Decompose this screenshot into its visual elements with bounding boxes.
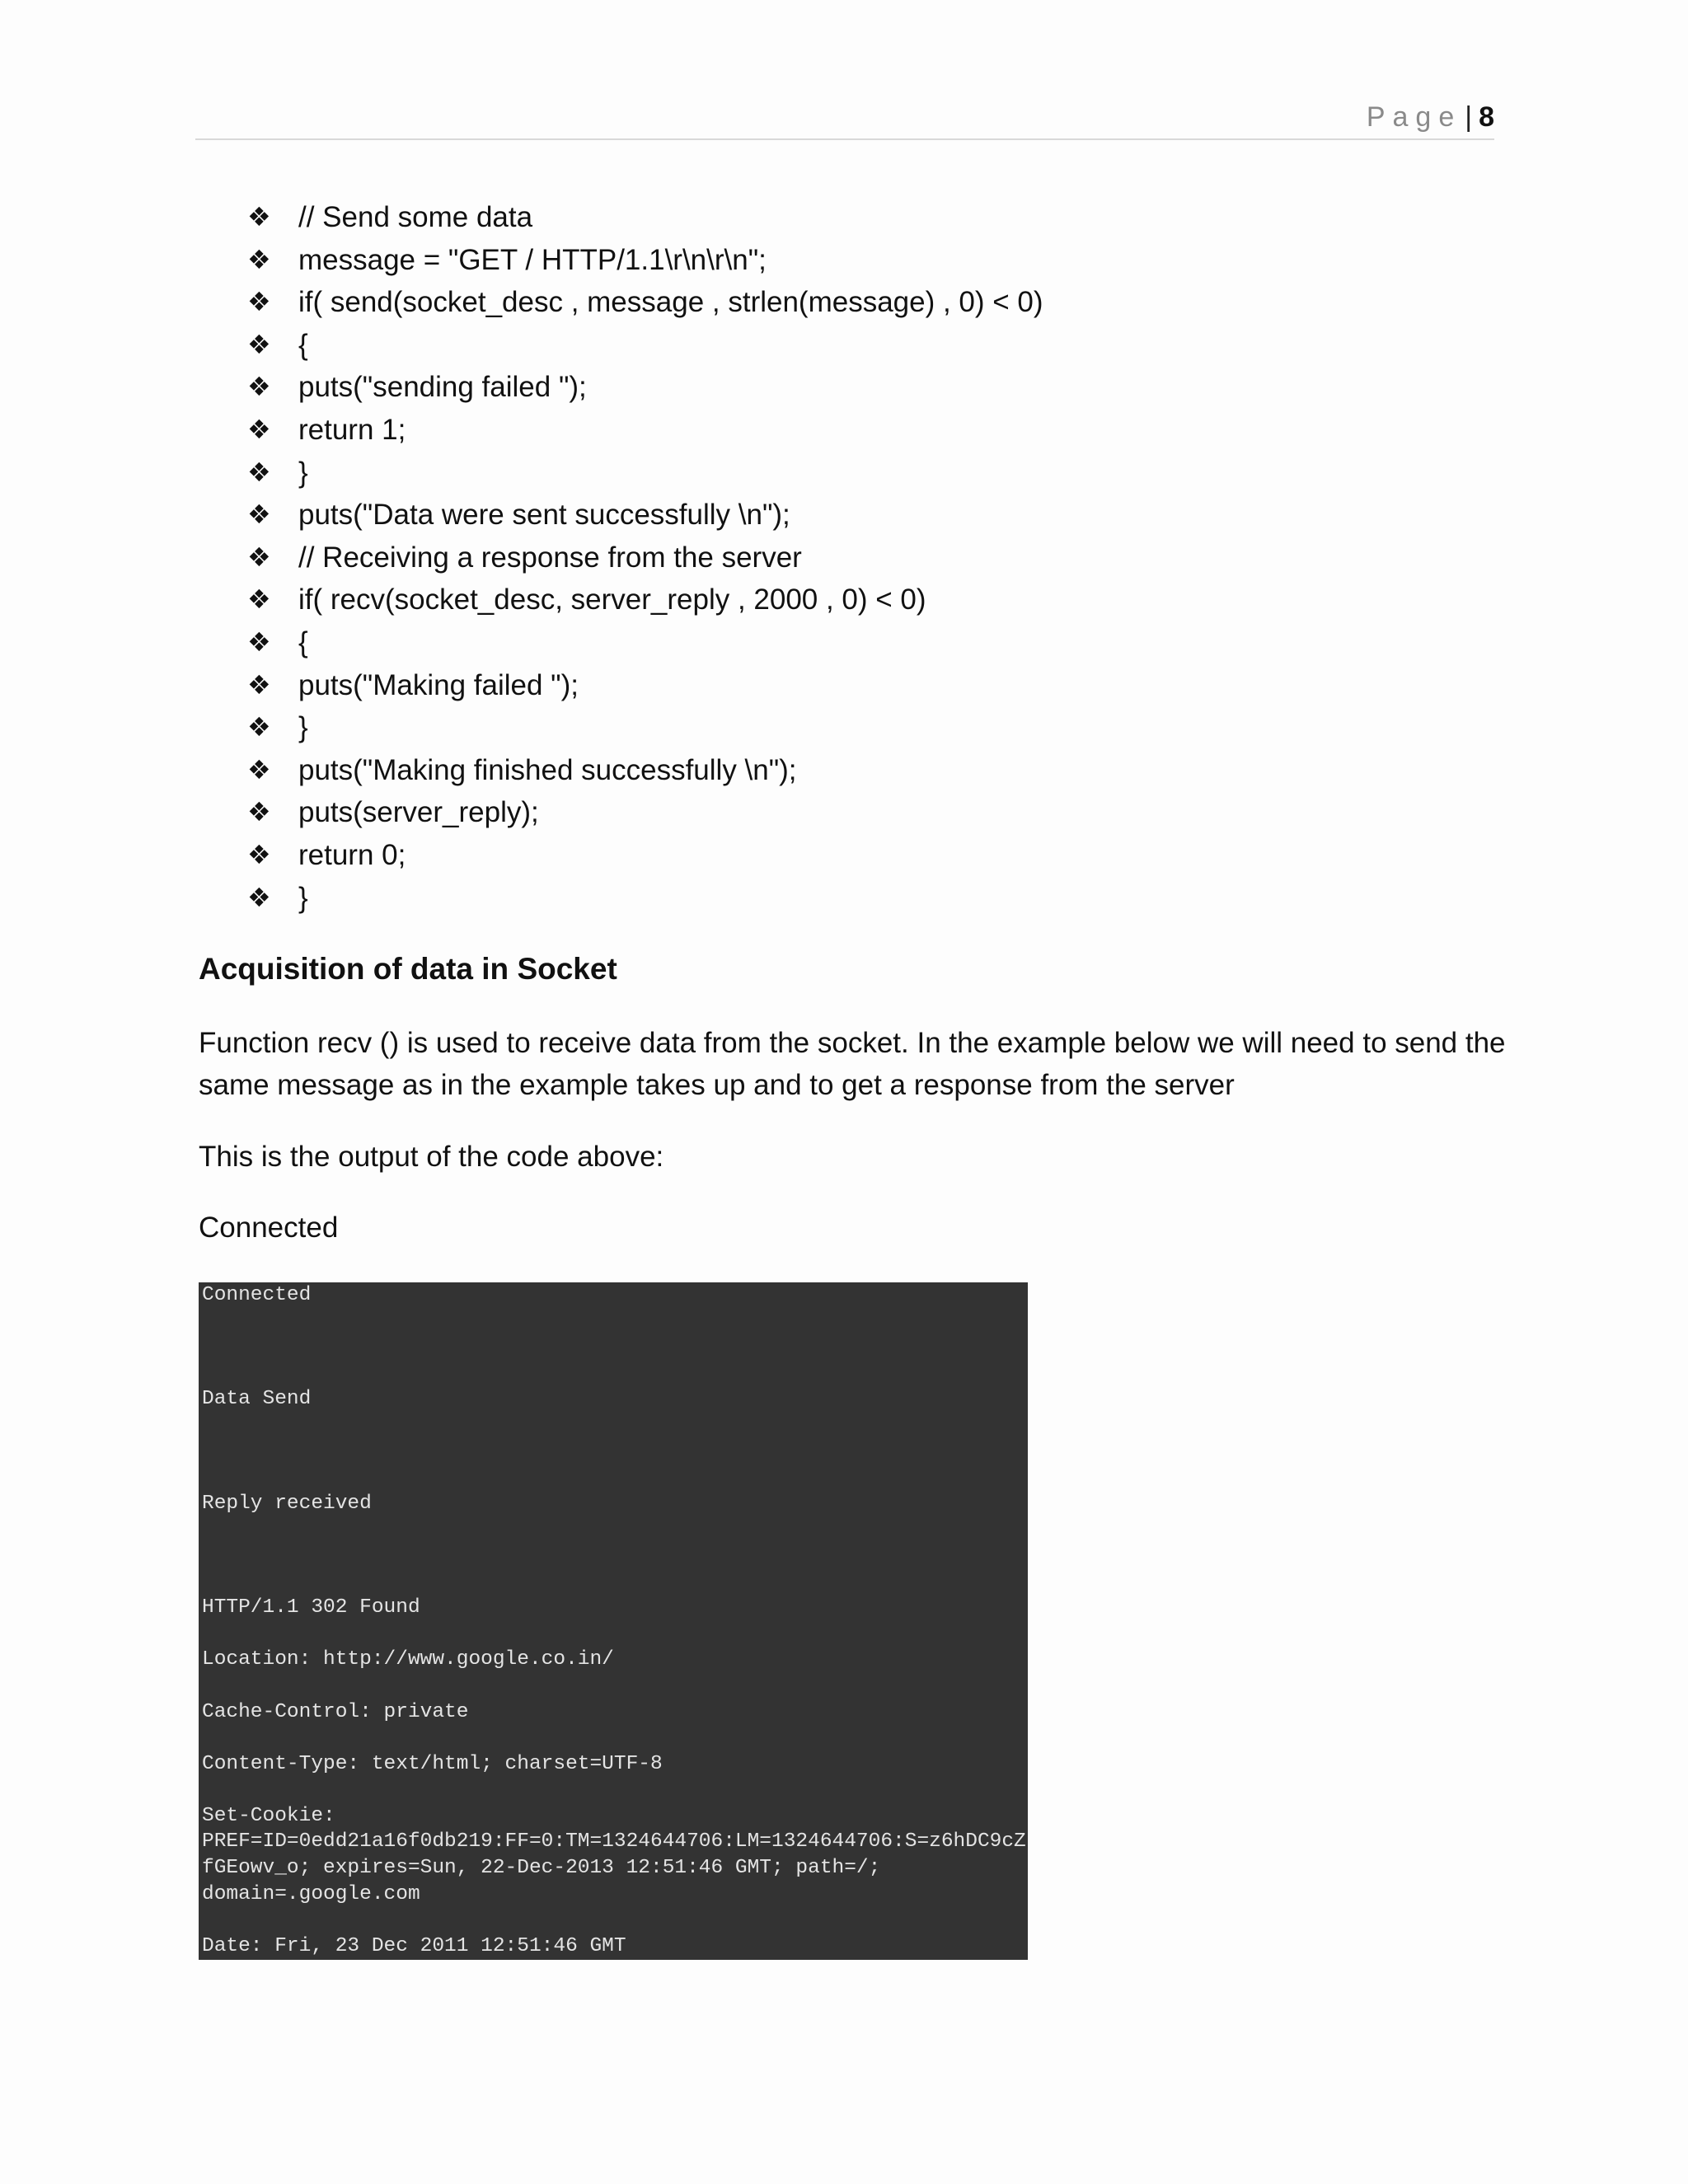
code-list-item (247, 324, 1043, 367)
terminal-line (202, 1309, 1028, 1335)
terminal-line: Location: http://www.google.co.in/ (202, 1648, 614, 1671)
terminal-line: Cache-Control: private (202, 1700, 469, 1723)
code-bullet-list (247, 196, 1043, 919)
terminal-line (202, 1361, 1028, 1387)
page-header (195, 91, 1494, 140)
code-line-text: } (298, 881, 308, 914)
diamond-bullet-icon: ❖ (247, 371, 271, 403)
code-line-text: puts("Making finished successfully \n"); (298, 753, 797, 786)
terminal-line: Connected (202, 1284, 312, 1306)
code-line-text: return 0; (298, 838, 406, 871)
body-paragraph-output-intro: This is the output of the code above: (199, 1141, 664, 1173)
diamond-bullet-icon: ❖ (247, 711, 271, 743)
code-line-text: } (298, 711, 308, 744)
terminal-line (202, 1725, 1028, 1751)
diamond-bullet-icon: ❖ (247, 583, 271, 616)
terminal-line (202, 1543, 1028, 1569)
code-list-item (247, 664, 1043, 707)
terminal-line (202, 1413, 1028, 1439)
terminal-line: Date: Fri, 23 Dec 2011 12:51:46 GMT (202, 1934, 626, 1957)
diamond-bullet-icon: ❖ (247, 881, 271, 913)
page-number: 8 (1479, 101, 1494, 133)
terminal-line: Data Send (202, 1388, 312, 1411)
terminal-line: HTTP/1.1 302 Found (202, 1596, 420, 1619)
terminal-line (202, 1673, 1028, 1699)
diamond-bullet-icon: ❖ (247, 838, 271, 870)
code-line-text: } (298, 456, 308, 489)
diamond-bullet-icon: ❖ (247, 796, 271, 828)
terminal-line (202, 1516, 1028, 1543)
diamond-bullet-icon: ❖ (247, 541, 271, 573)
terminal-line: fGEowv_o; expires=Sun, 22-Dec-2013 12:51:46 GMT; path=/; (202, 1857, 881, 1880)
diamond-bullet-icon: ❖ (247, 456, 271, 488)
terminal-line (202, 1907, 1028, 1933)
code-list-item (247, 537, 1043, 579)
code-line-text: puts(server_reply); (298, 796, 539, 829)
terminal-line (202, 1334, 1028, 1361)
code-line-text: puts("Making failed "); (298, 668, 579, 701)
code-list-item (247, 196, 1043, 239)
diamond-bullet-icon: ❖ (247, 286, 271, 318)
code-list-item (247, 706, 1043, 749)
code-list-item (247, 579, 1043, 621)
terminal-line: domain=.google.com (202, 1882, 420, 1905)
terminal-output-text (199, 1282, 1028, 1959)
code-list-item (247, 409, 1043, 452)
terminal-output-screenshot (199, 1282, 1028, 1960)
terminal-line (202, 1465, 1028, 1491)
diamond-bullet-icon: ❖ (247, 753, 271, 785)
terminal-line (202, 1621, 1028, 1647)
code-line-text: puts("Data were sent successfully \n"); (298, 499, 790, 532)
body-paragraph-connected: Connected (199, 1212, 339, 1244)
code-line-text: { (298, 328, 308, 361)
terminal-line: Set-Cookie: (202, 1804, 335, 1827)
code-list-item (247, 834, 1043, 877)
terminal-line (202, 1569, 1028, 1596)
body-paragraph-recv: Function recv () is used to receive data from the socket. In the example below we will need to send the same message as in the example takes up and to get a response from the server (199, 1027, 1506, 1101)
code-line-text: message = "GET / HTTP/1.1\r\n\r\n"; (298, 243, 767, 276)
code-line-text: // Receiving a response from the server (298, 541, 802, 574)
code-line-text: if( send(socket_desc , message , strlen(message) , 0) < 0) (298, 286, 1043, 319)
page-separator: | (1465, 101, 1473, 133)
diamond-bullet-icon: ❖ (247, 328, 271, 360)
page-number-label (1367, 101, 1494, 134)
page-word: Page (1366, 101, 1462, 133)
section-heading: Acquisition of data in Socket (199, 952, 617, 986)
code-list-item (247, 621, 1043, 664)
code-line-text: { (298, 626, 308, 658)
code-list-item (247, 791, 1043, 834)
code-line-text: // Send some data (298, 201, 533, 233)
terminal-line: PREF=ID=0edd21a16f0db219:FF=0:TM=1324644706:LM=1324644706:S=z6hDC9cZ (202, 1830, 1026, 1854)
diamond-bullet-icon: ❖ (247, 668, 271, 701)
diamond-bullet-icon: ❖ (247, 626, 271, 658)
code-list-item (247, 366, 1043, 409)
code-list-item (247, 281, 1043, 324)
code-list-item (247, 239, 1043, 282)
code-list-item (247, 749, 1043, 792)
code-list-item (247, 494, 1043, 537)
terminal-line: Reply received (202, 1492, 372, 1515)
code-line-text: return 1; (298, 413, 406, 446)
diamond-bullet-icon: ❖ (247, 201, 271, 232)
code-list-item (247, 452, 1043, 494)
code-line-text: puts("sending failed "); (298, 371, 587, 404)
terminal-line: Content-Type: text/html; charset=UTF-8 (202, 1752, 663, 1775)
terminal-line (202, 1777, 1028, 1803)
terminal-line (202, 1439, 1028, 1465)
diamond-bullet-icon: ❖ (247, 499, 271, 531)
code-list-item (247, 877, 1043, 920)
code-line-text: if( recv(socket_desc, server_reply , 2000 , 0) < 0) (298, 583, 926, 616)
diamond-bullet-icon: ❖ (247, 413, 271, 445)
diamond-bullet-icon: ❖ (247, 243, 271, 275)
